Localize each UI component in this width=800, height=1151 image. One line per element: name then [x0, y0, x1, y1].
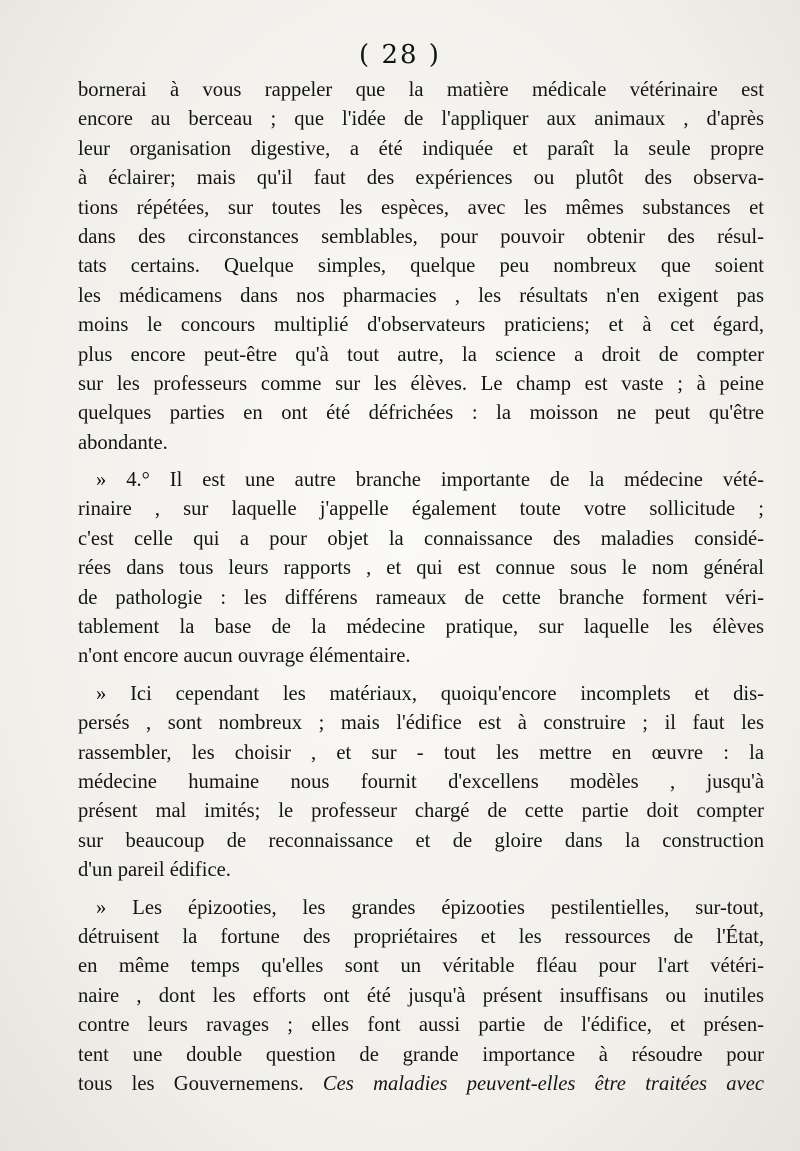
text-line: naire , dont les efforts ont été jusqu'à présent insuffisans ou inutiles — [78, 984, 764, 1007]
text-line: dans des circonstances semblables, pour pouvoir obtenir des résul- — [78, 225, 764, 248]
text-line: médecine humaine nous fournit d'excellens modèles , jusqu'à — [78, 770, 764, 793]
text-line: » Ici cependant les matériaux, quoiqu'encore incomplets et dis- — [96, 682, 764, 705]
paragraph-spacer — [78, 672, 764, 680]
text-line: à éclairer; mais qu'il faut des expériences ou plutôt des observa- — [78, 167, 764, 190]
page-body — [78, 76, 764, 1099]
text-line: tions répétées, sur toutes les espèces, avec les mêmes substances et — [78, 196, 764, 219]
paragraph-spacer — [78, 886, 764, 894]
text-line: sur beaucoup de reconnaissance et de gloire dans la construction — [78, 829, 764, 852]
text-line: détruisent la fortune des propriétaires et les ressources de l'État, — [78, 925, 764, 948]
text-line: » 4.° Il est une autre branche importante de la médecine vété- — [96, 469, 764, 492]
text-line: rassembler, les choisir , et sur - tout les mettre en œuvre : la — [78, 741, 764, 764]
text-line: n'ont encore aucun ouvrage élémentaire. — [78, 645, 411, 668]
text-line: tablement la base de la médecine pratique, sur laquelle les élèves — [78, 616, 764, 639]
text-line: tent une double question de grande importance à résoudre pour — [78, 1043, 764, 1066]
text-line: les médicamens dans nos pharmacies , les résultats n'en exigent pas — [78, 284, 764, 307]
text-line: c'est celle qui a pour objet la connaissance des maladies considé- — [78, 527, 764, 550]
paragraph-4 — [78, 894, 764, 1100]
text-segment: tous les Gouvernemens. — [78, 1072, 304, 1095]
text-line: de pathologie : les différens rameaux de cette branche forment véri- — [78, 586, 764, 609]
paragraph-1 — [78, 76, 764, 458]
text-line: quelques parties en ont été défrichées : la moisson ne peut qu'être — [78, 402, 764, 425]
text-line: rinaire , sur laquelle j'appelle également toute votre sollicitude ; — [78, 498, 764, 521]
text-line: moins le concours multiplié d'observateurs praticiens; et à cet égard, — [78, 314, 764, 337]
text-line: d'un pareil édifice. — [78, 859, 231, 882]
paragraph-2 — [78, 466, 764, 672]
text-line: tats certains. Quelque simples, quelque peu nombreux que soient — [78, 255, 764, 278]
text-line: encore au berceau ; que l'idée de l'appliquer aux animaux , d'après — [78, 108, 764, 131]
text-line: leur organisation digestive, a été indiquée et paraît la seule propre — [78, 137, 764, 160]
paragraph-3 — [78, 680, 764, 886]
paragraph-spacer — [78, 458, 764, 466]
text-line: en même temps qu'elles sont un véritable fléau pour l'art vétéri- — [78, 955, 764, 978]
text-line: abondante. — [78, 431, 168, 454]
text-line: présent mal imités; le professeur chargé de cette partie doit compter — [78, 800, 764, 823]
text-line: contre leurs ravages ; elles font aussi partie de l'édifice, et présen- — [78, 1014, 764, 1037]
text-line — [78, 1070, 764, 1099]
text-line: bornerai à vous rappeler que la matière médicale vétérinaire est — [78, 79, 764, 101]
text-line: persés , sont nombreux ; mais l'édifice est à construire ; il faut les — [78, 712, 764, 735]
text-line: plus encore peut-être qu'à tout autre, la science a droit de compter — [78, 343, 764, 366]
page-number: ( 28 ) — [359, 40, 441, 70]
italic-text-segment: Ces maladies peuvent-elles être traitées avec — [322, 1072, 764, 1095]
text-line: rées dans tous leurs rapports , et qui est connue sous le nom général — [78, 557, 764, 580]
text-line: » Les épizooties, les grandes épizooties pestilentielles, sur-tout, — [96, 896, 764, 919]
text-line: sur les professeurs comme sur les élèves. Le champ est vaste ; à peine — [78, 372, 764, 395]
